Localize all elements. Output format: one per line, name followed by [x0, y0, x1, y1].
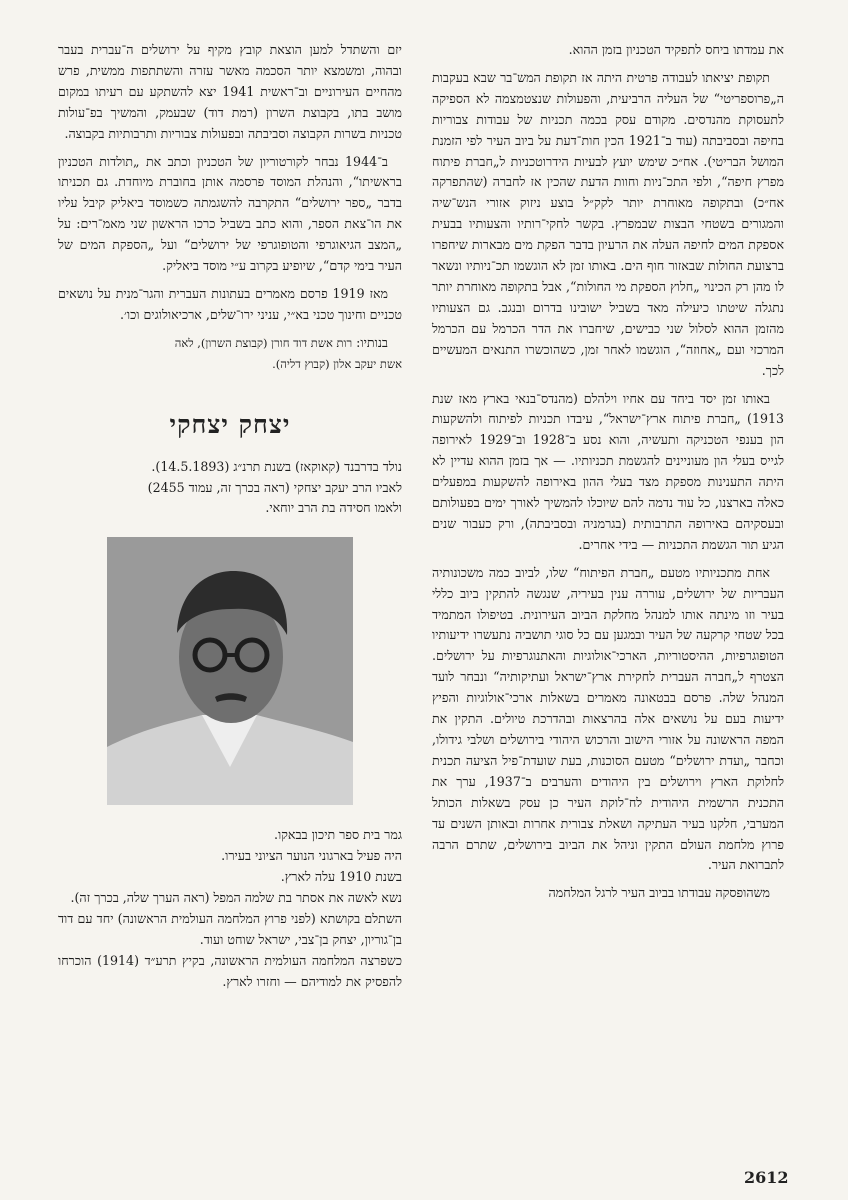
- left-column: [58, 40, 402, 993]
- bio-line: השתלם בקושתא (לפני פרוץ המלחמה העולמית הראשונה) יחד עם דוד בן־גוריון, יצחק בן־צבי, ישראל שוחט ועוד.: [58, 910, 402, 947]
- bio-line: בשנת 1910 עלה לארץ.: [280, 869, 402, 885]
- paragraph: מאז 1919 פרסם מאמרים בעתונות העברית והגר־מנית על נושאים טכניים וחינוך טכני בא״י, עניני ירו־שלים, ארכיאולוגים וכו׳.: [58, 285, 402, 322]
- bio-line: לאביו הרב יעקב יצחקי (ראה בכרך זה, עמוד 2455): [147, 479, 402, 495]
- bio-line: נשא לאשה את אסתר בת שלמה המפל (ראה הערך שלה, בכרך זה).: [70, 890, 402, 906]
- paragraph: תקופת יציאתו לעבודה פרטית היתה אז תקופת המש־בר שבא בעקבות ה„פרוספריטי“ של העליה הרביעית, והפעולות שנצטמצמה לא הספיקה לתעסוקת מהנדסים. מקודם עסק בכמה תכניות של עבודות צבוריות בחיפה ובסביבתה (עוד ב־1921 הכין חות־דעת על ביוב העיר לפי הזמנת המושל הבריטי). אח״כ שימש יועץ לבעיות הידרוטכניות ל„חברת פיתוח מפרץ חיפה“, ולפי התכ־ניות וחוות הדעת שהכין אז לחברה (שהתפרקה אח״כ) ובתקופה מאוחרת יותר לקק״ל בוצע ניזוק אזורי הנש־שיה והמגורים בשטחי הבצות שבמפרץ. בקשר לחקי־רותיו והצעותיו בבעית אספקת המים לחיפה העלה את הרעיון בדבר הפקת מים מבארות שיחפרו ברצועת החולות שבאזור חוף הים. באותו זמן לא הוגשמו תכ־ניותיו ונשאר לו מהן רק הכינוי „חלוץ הספקת מי החולות“, אבל בתקופה מאוחרת יותר נתגלה שיטתו כיעילה מאד בשביל ישובינו בדרום ובנגב. גם הצעותיו מהזמן ההוא לסלול שני כבישים, שיחברו את הדר הכרמל עם הכרמל המרכזי ועם „אחוזה“, הוגשמו לאחר זמן, כשהוכשרו התנאים המעשיים לכך.: [432, 69, 784, 378]
- daughters-label: בנותיו:: [356, 334, 388, 350]
- paragraph: את עמדתו ביחס לתפקיד הטכניון בזמן ההוא.: [568, 42, 784, 57]
- paragraph: באותו זמן יסד ביחד עם אחיו וילהלם (מהנדס־בנאי בארץ מאז שנת 1913) „חברת פיתוח ארץ־ישראל“, עיבדו תכניות לפיתוח ולהשקעות הון בענפי הטכניקה ותעשיה, והוא נסע ב־1928 וב־1929 לאירופה לגייס בעלי הון מעוניינים להגשמת תכניותיו. — אך בזמן ההוא עדיין לא היתה התענינות מספקת מצד בעלי ההון באירופה להשקעות במפעלים כאלה בארצנו, כל עוד נדמה להם שיוכלו להמשיך לאורך ימים בפעולותם ובעסקיהם באירופה התרבותית (בגרמניה ובסביבתה), ורק כעבור שנים הגיע תור הגשמת התכניות — בידי אחרים.: [432, 390, 784, 552]
- entry-heading: יצחק יצחקי: [169, 410, 291, 440]
- paragraph: יזם והשתדל למען הוצאת קובץ מקיף על ירושלים ה־עברית בעבר ובהוה, ומשמצא יותר הסכמה מאשר עזרה והשתתפות ממשית, פרש מהחיים העירוניים וב־ראשית 1941 יצא להשתקע עם רעיתו במקום מושב בתו, בקבוצת השרון (רמת דוד) שבעמק, והמשיך בפ־עולות טכניות בשרות הקבוצה וסביבתה ובפעולות צבוריות ותרבותיות בקבוצה.: [58, 42, 403, 141]
- daughters-text: רות אשת דוד חורן (קבוצת השרון), לאה: [174, 335, 353, 350]
- daughters-line: [58, 333, 402, 354]
- paragraph: ב־1944 נבחר לקורטוריון של הטכניון וכתב את „תולדות הטכניון בראשיתו“, והנהלת המוסד פרסמה אותן בחוברת מיוחדת. גם תכניתו בדבר „ספר ירושלים“ התקרבה להשגמתה כשמוסד ביאליק קיבל עליו את הו־צאת הספר, והוא כתב בשביל כרכו הראשון שני מאמ־רים: על „המצב הגיאוגרפי והטופוגרפי של ירושלים“ ועל „הספקת המים של העיר בימי קדם“, שיופיע בקרוב ע״י מוסד ביאליק.: [58, 153, 402, 274]
- portrait-photo: [107, 537, 353, 805]
- bio-line: היה פעיל בארגוני הנוער הציוני בעירו.: [221, 848, 402, 864]
- bio-line: כשפרצה המלחמה העולמית הראשונה, בקיץ תרע״ד (1914) הוכרחו להפסיק את למודיהם — וחזרו לארץ.: [58, 952, 402, 989]
- page-number: 2612: [744, 1168, 789, 1187]
- paragraph: אחת מתכניותיו מטעם „חברת הפיתוח“ שלו, לביוב כמה משכונותיה העבריות של ירושלים, עוררה ענין בעיריה, שנגשה להתקין ביוב כללי בעיר וזו מינתה אותו למנהל מחלקת הביוב העירונית. בטיפולו המתמיד בכל שטחי קרקעה של העיר ובמגען עם כל סוגי תושביה נתעשרו ידיעותיו הטופוגרפיות, ההיסטוריות, הארכי־אולוגיות והאתנוגרפיות על ירושלים. הצטרף ל„חברה העברית לחקירת ארץ־ישראל ועתיקותיה“ ונבחר לועד המנהל שלה. פרסם בבטאונה מאמרים בשאלות ארכי־אולוגיות והפיץ ידיעות בעם על נושאים אלה בהרצאות ובהדרכת טיולים. התקין את המפה הראשונה על אזורי הישוב והרכוש היהודי בירושלים ושלבי גידולו, וכחבר „ועדת ירושלים“ מטעם הסוכנות, בעת שועדת־פיל הציעה תכנית לחלוקת הארץ וירושלים בין היהודים והערבים ב־1937, ערך את התכנית הרשמית היהודית לח־לוקת העיר כן עסק בשאלות הכותל המערבי, חלקנו בעיר העתיקה ושאלת צבורית אחרות ובאותן השנים עד פרוץ מלחמת העולם התקין וניהל את הביוב בירושלים, שתרם הרבה לתברואת העיר.: [432, 564, 784, 873]
- paragraph: משהופסקה עבודתו בביוב העיר לרגל המלחמה: [548, 885, 770, 901]
- bio-line: ולאמו חסידה בת הרב יוחאי.: [265, 500, 402, 516]
- right-column: [432, 40, 784, 904]
- bio-intro: [58, 457, 402, 520]
- bio-line: גמר בית ספר תיכון בבאקו.: [273, 827, 402, 843]
- bio-details: [58, 825, 402, 992]
- bio-line: נולד בדרבנד (קאוקאז) בשנת תרנ״ג (14.5.1893).: [151, 458, 402, 474]
- daughters-text-cont: אשת יעקב אלון (קבוץ דליה).: [272, 356, 402, 371]
